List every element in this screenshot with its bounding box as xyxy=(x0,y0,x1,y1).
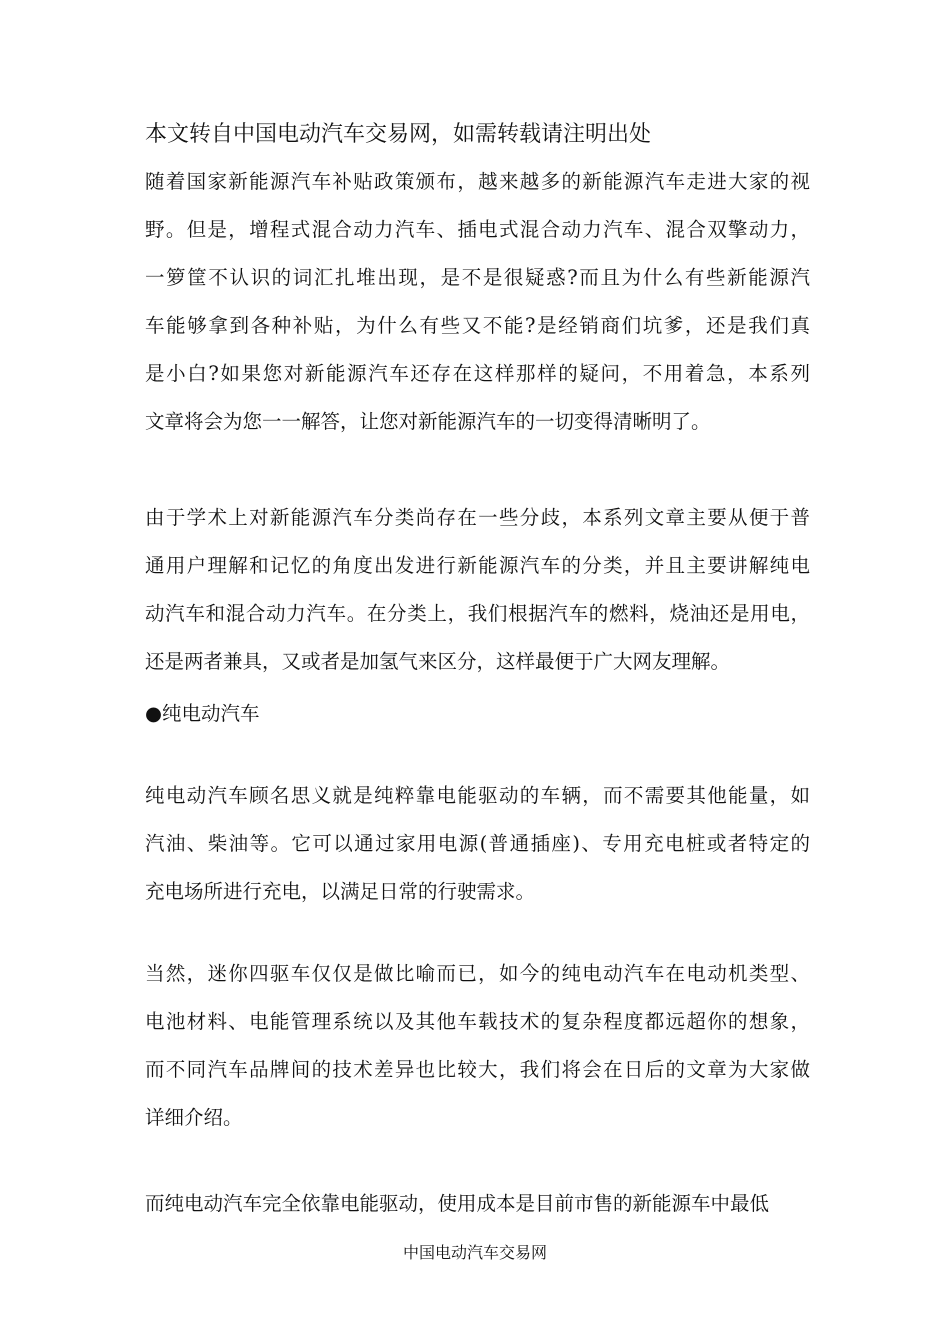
paragraph-classification xyxy=(145,494,810,686)
paragraph-line: 通用户理解和记忆的角度出发进行新能源汽车的分类，并且主要讲解纯电 xyxy=(145,554,810,577)
paragraph-line: 车能够拿到各种补贴，为什么有些又不能?是经销商们坑爹，还是我们真 xyxy=(145,314,810,337)
paragraph-intro xyxy=(145,158,810,446)
paragraph-ev-definition xyxy=(145,772,810,916)
paragraph-line: 动汽车和混合动力汽车。在分类上，我们根据汽车的燃料，烧油还是用电， xyxy=(145,602,810,625)
paragraph-line: 野。但是，增程式混合动力汽车、插电式混合动力汽车、混合双擎动力， xyxy=(145,218,810,241)
paragraph-line: 当然，迷你四驱车仅仅是做比喻而已，如今的纯电动汽车在电动机类型、 xyxy=(145,962,810,985)
paragraph-line: 一箩筐不认识的词汇扎堆出现，是不是很疑惑?而且为什么有些新能源汽 xyxy=(145,266,810,289)
paragraph-ev-technology xyxy=(145,950,810,1142)
paragraph-line: 而不同汽车品牌间的技术差异也比较大，我们将会在日后的文章为大家做 xyxy=(145,1058,810,1081)
paragraph-line: 充电场所进行充电，以满足日常的行驶需求。 xyxy=(145,880,536,903)
paragraph-line: 汽油、柴油等。它可以通过家用电源(普通插座)、专用充电桩或者特定的 xyxy=(145,832,810,855)
paragraph-line: 还是两者兼具，又或者是加氢气来区分，这样最便于广大网友理解。 xyxy=(145,650,731,673)
paragraph-line: 是小白?如果您对新能源汽车还存在这样那样的疑问，不用着急，本系列 xyxy=(145,362,810,385)
paragraph-line: 纯电动汽车顾名思义就是纯粹靠电能驱动的车辆，而不需要其他能量，如 xyxy=(145,784,810,807)
page-footer: 中国电动汽车交易网 xyxy=(402,1243,547,1262)
paragraph-line: 电池材料、电能管理系统以及其他车载技术的复杂程度都远超你的想象， xyxy=(145,1010,810,1033)
section-heading: ●纯电动汽车 xyxy=(145,702,260,725)
paragraph-line: 详细介绍。 xyxy=(145,1106,243,1129)
source-note: 本文转自中国电动汽车交易网，如需转载请注明出处 xyxy=(145,122,652,147)
paragraph-line: 而纯电动汽车完全依靠电能驱动，使用成本是目前市售的新能源车中最低 xyxy=(145,1192,770,1215)
paragraph-line: 随着国家新能源汽车补贴政策颁布，越来越多的新能源汽车走进大家的视 xyxy=(145,170,810,193)
paragraph-line: 文章将会为您一一解答，让您对新能源汽车的一切变得清晰明了。 xyxy=(145,410,711,433)
paragraph-line: 由于学术上对新能源汽车分类尚存在一些分歧，本系列文章主要从便于普 xyxy=(145,506,810,529)
paragraph-ev-cost xyxy=(145,1180,810,1228)
